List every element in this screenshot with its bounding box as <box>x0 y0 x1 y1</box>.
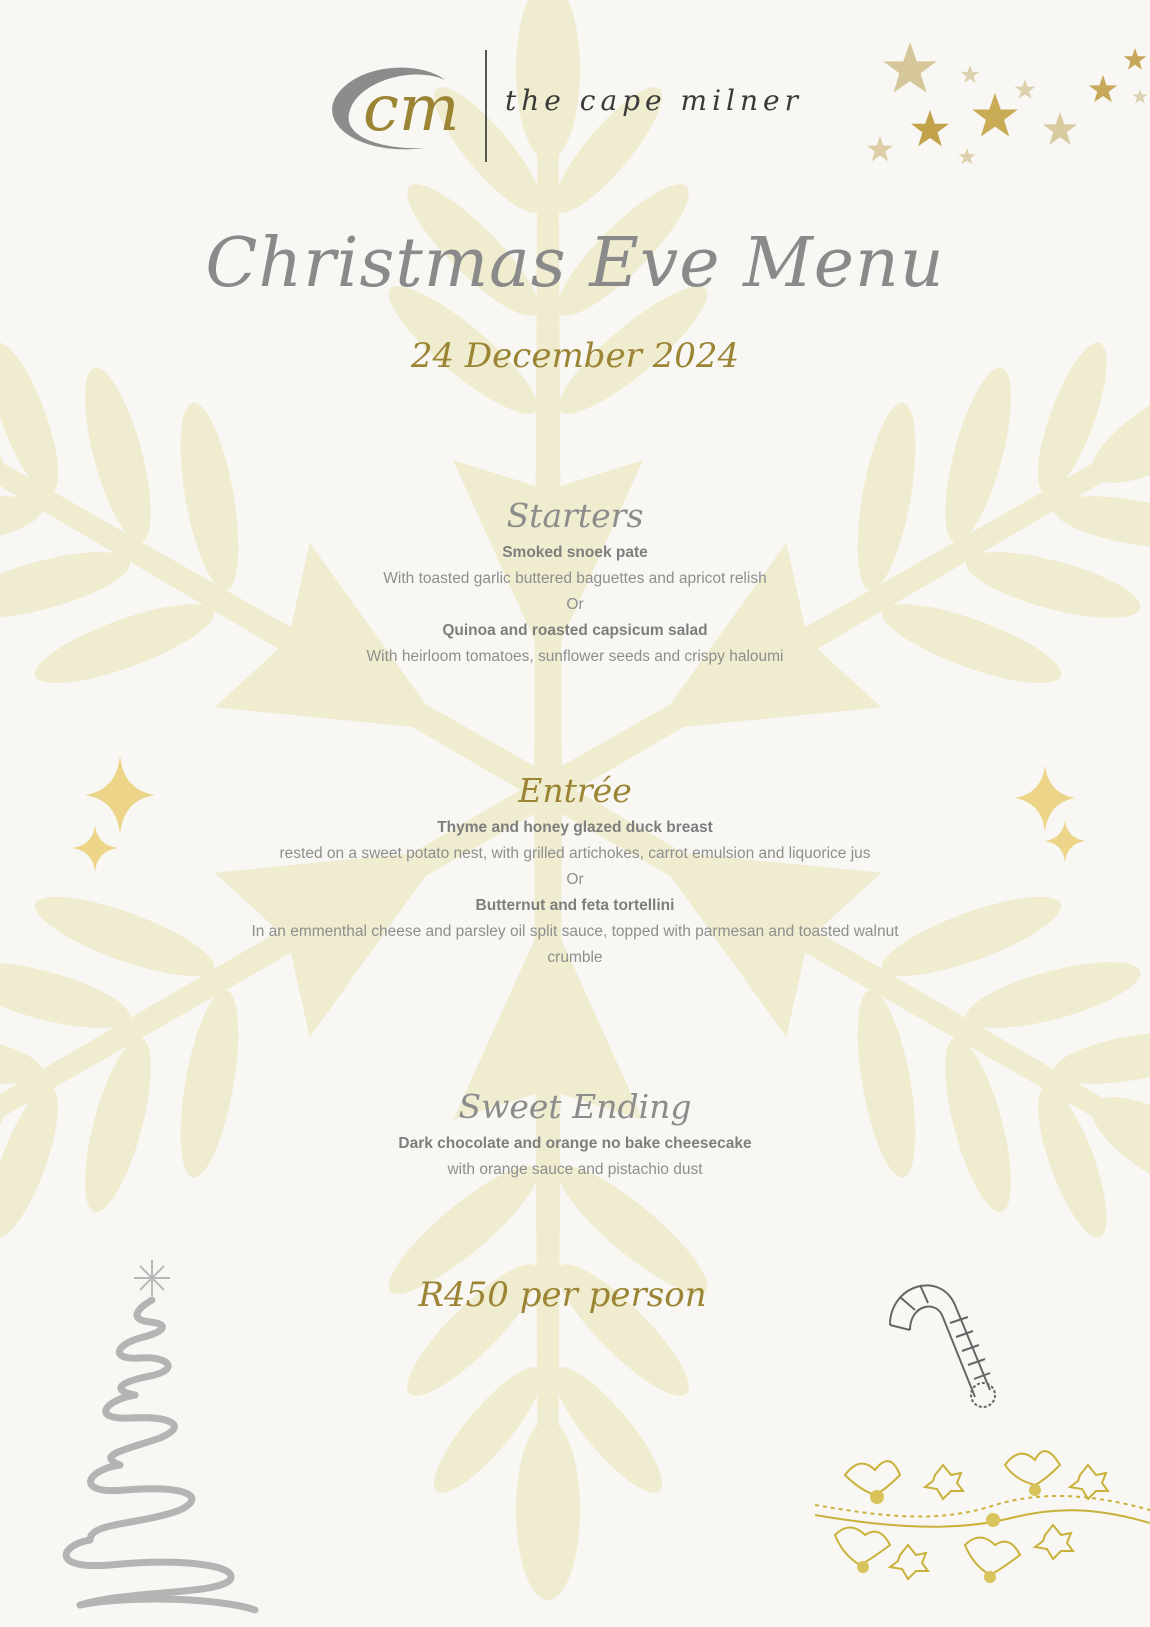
dish-name: Quinoa and roasted capsicum salad <box>442 622 708 639</box>
christmas-tree-icon <box>40 1260 270 1620</box>
logo-divider <box>485 50 487 162</box>
price: R450 per person <box>418 1275 707 1315</box>
dish-description: With toasted garlic buttered baguettes and apricot relish <box>383 570 767 587</box>
dish-description: crumble <box>547 949 603 966</box>
gold-stars-icon <box>855 35 1150 185</box>
dish-name: Smoked snoek pate <box>502 544 648 561</box>
dish-name: Dark chocolate and orange no bake cheesecake <box>398 1135 752 1152</box>
logo-text: the cape milner <box>505 84 803 117</box>
dish-description: With heirloom tomatoes, sunflower seeds and crispy haloumi <box>366 648 784 665</box>
section-title-starters: Starters <box>506 496 644 535</box>
sparkle-icon <box>1010 760 1110 870</box>
menu-date: 24 December 2024 <box>410 336 740 376</box>
cm-monogram-icon <box>325 58 465 158</box>
dish-description: with orange sauce and pistachio dust <box>447 1161 703 1178</box>
dish-name: Thyme and honey glazed duck breast <box>437 819 713 836</box>
svg-text:cm: cm <box>363 72 460 146</box>
section-starters <box>180 496 970 670</box>
dish-description: In an emmenthal cheese and parsley oil split sauce, topped with parmesan and toasted walnut <box>251 923 899 940</box>
dish-description: rested on a sweet potato nest, with grilled artichokes, carrot emulsion and liquorice jus <box>279 845 871 862</box>
or-separator: Or <box>566 596 584 613</box>
section-sweet-ending <box>180 1087 970 1183</box>
section-entree <box>180 771 970 971</box>
candy-cane-icon <box>880 1275 1010 1415</box>
menu-title: Christmas Eve Menu <box>205 224 945 303</box>
section-title-sweet-ending: Sweet Ending <box>458 1087 692 1126</box>
or-separator: Or <box>566 871 584 888</box>
holly-garland-icon <box>815 1435 1150 1615</box>
section-title-entree: Entrée <box>518 771 632 810</box>
dish-name: Butternut and feta tortellini <box>475 897 675 914</box>
brand-logo <box>325 50 805 165</box>
sparkle-icon <box>70 750 170 880</box>
